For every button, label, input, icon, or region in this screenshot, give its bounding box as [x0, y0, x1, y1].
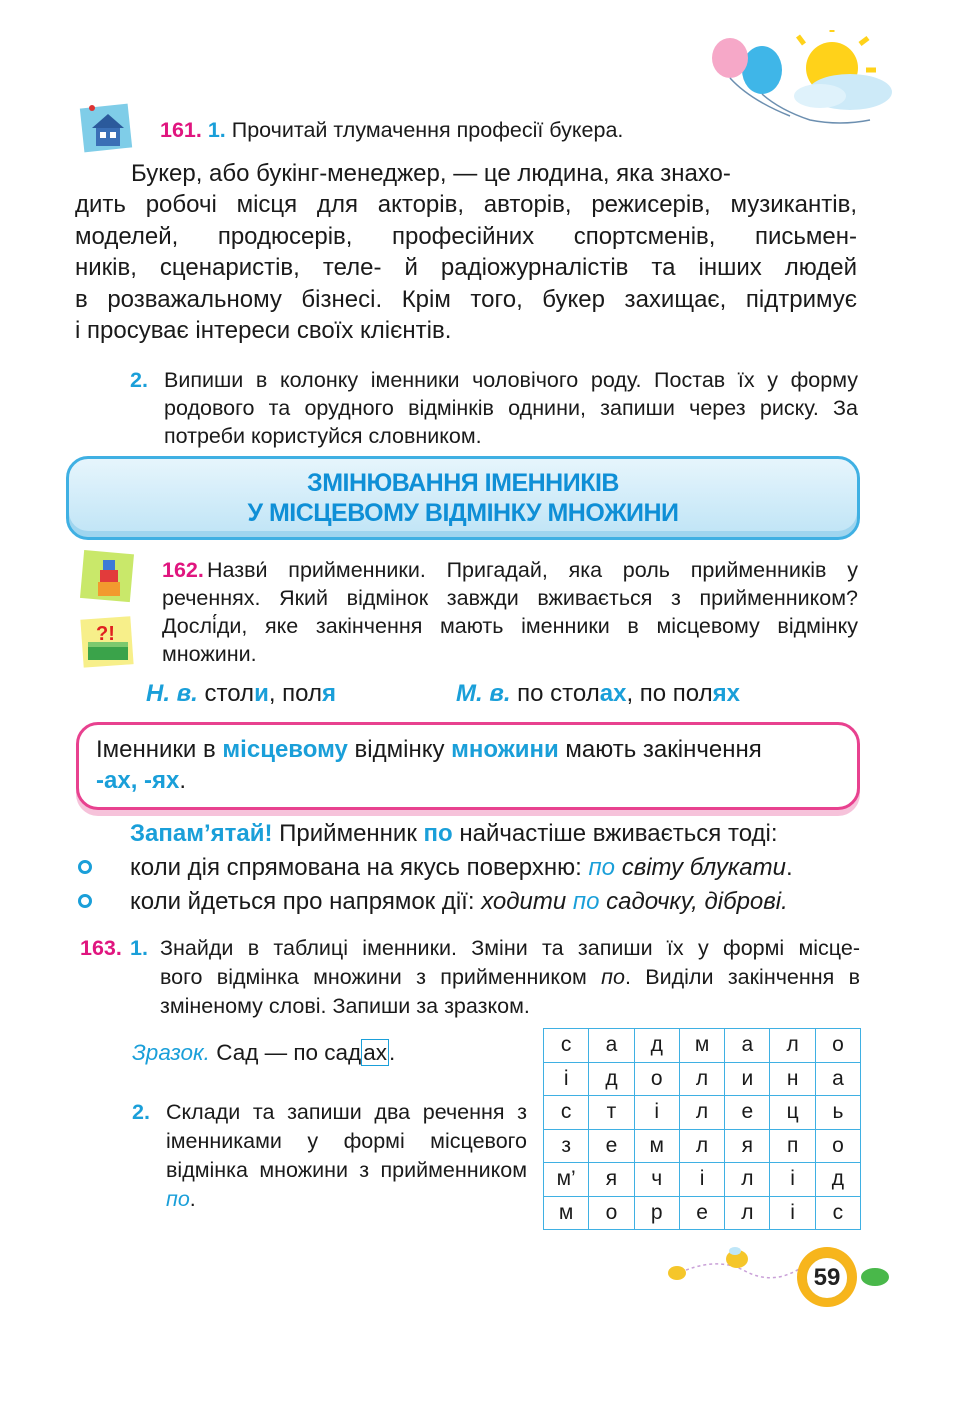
grid-cell: м’	[544, 1163, 589, 1197]
grid-row	[544, 1029, 861, 1063]
task-number: 2.	[130, 368, 148, 392]
exercise-161-heading	[160, 118, 623, 143]
text-fragment: вого відмінка множини з прийменником	[160, 965, 602, 989]
grid-cell: е	[725, 1096, 770, 1130]
text-fragment: Прийменник	[272, 820, 424, 847]
locative-example	[456, 680, 740, 708]
book-question-icon	[78, 612, 138, 672]
separator: ,	[268, 680, 283, 707]
exercise-number: 161.	[160, 118, 202, 142]
grid-cell: м	[634, 1129, 679, 1163]
grid-cell: а	[589, 1029, 634, 1063]
exercise-162	[162, 556, 858, 668]
text-fragment: .	[785, 854, 793, 881]
grid-cell: я	[589, 1163, 634, 1197]
preposition: по	[572, 888, 600, 915]
booker-definition-text	[75, 158, 857, 346]
remember-note	[130, 820, 778, 848]
text-line: в розважальному бізнесі. Крім того, букер захищає, підтримує	[75, 285, 857, 313]
balloons-sun-decoration	[700, 30, 900, 130]
task-text: Прочитай тлумачення професії букера.	[231, 118, 624, 142]
rule-text	[96, 734, 842, 796]
task-number: 1.	[130, 936, 148, 960]
word-stem: по пол	[639, 680, 713, 707]
grid-cell: а	[725, 1029, 770, 1063]
letter-grid	[543, 1028, 861, 1230]
text-fragment: коли дія спрямована на якусь поверхню:	[130, 854, 589, 881]
grid-cell: і	[634, 1096, 679, 1130]
grid-row	[544, 1129, 861, 1163]
highlighted-ending: ах	[363, 1040, 387, 1065]
word-stem: по стол	[517, 680, 600, 707]
grid-cell: с	[544, 1096, 589, 1130]
grid-cell: а	[815, 1062, 860, 1096]
text-line: і просуває інтереси своїх клієнтів.	[75, 317, 452, 345]
word-ending: ах	[599, 680, 627, 707]
grid-cell: д	[634, 1029, 679, 1063]
rule-fragment: Іменники в	[96, 736, 223, 763]
house-icon	[78, 100, 138, 156]
text-fragment: . Виділи закінчення в зміненому слові. Запиши за зразком.	[160, 965, 860, 1018]
exercise-text: Назви́ прийменники. Пригадай, яка роль прийменників у реченнях. Який відмінок завжди вживається з прийменником? Дослі́ди, яке закінчення мають іменники в місцевому відмінку множини.	[162, 558, 858, 666]
exercise-number: 163.	[80, 936, 122, 960]
grid-cell: і	[770, 1163, 815, 1197]
text-fragment: Склади та запиши два речення з іменниками у формі місцевого відмінка множини з прийменником	[166, 1100, 527, 1182]
grid-cell: д	[589, 1062, 634, 1096]
word-ending: ях	[712, 680, 740, 707]
grid-cell: л	[679, 1096, 724, 1130]
text-line: Букер, або букінг-менеджер, — це людина, яка знахо-	[131, 160, 731, 187]
preposition: по	[423, 820, 453, 847]
grid-cell: о	[634, 1062, 679, 1096]
text-fragment: .	[189, 1187, 196, 1211]
grid-cell: ц	[770, 1096, 815, 1130]
task-number: 1.	[207, 118, 226, 142]
rule-highlight: множини	[451, 736, 559, 763]
text-fragment: .	[388, 1040, 396, 1065]
bullet-icon	[78, 894, 92, 908]
rule-endings: -ах, -ях	[96, 767, 180, 794]
remember-label: Запам’ятай!	[130, 820, 273, 847]
separator: ,	[626, 680, 640, 707]
grid-cell: л	[679, 1129, 724, 1163]
nominative-example	[146, 680, 336, 708]
word-ending: и	[254, 680, 269, 707]
sample-label: Зразок.	[132, 1040, 210, 1065]
example: світу блукати	[615, 854, 786, 881]
grid-cell: м	[544, 1196, 589, 1230]
grid-cell: д	[815, 1163, 860, 1197]
exercise-163-task-2	[132, 1098, 527, 1214]
grid-cell: м	[679, 1029, 724, 1063]
exercise-text	[160, 963, 860, 1021]
grid-cell: ч	[634, 1163, 679, 1197]
page-number: 59	[805, 1256, 849, 1300]
word-ending: я	[322, 680, 337, 707]
grid-row	[544, 1196, 861, 1230]
text-fragment: коли йдеться про напрямок дії:	[130, 888, 482, 915]
case-label: М. в.	[456, 680, 511, 707]
svg-text:?!: ?!	[96, 623, 115, 645]
grid-row	[544, 1062, 861, 1096]
grid-cell: я	[725, 1129, 770, 1163]
grid-cell: с	[544, 1029, 589, 1063]
grid-cell: ь	[815, 1096, 860, 1130]
title-line: У МІСЦЕВОМУ ВІДМІНКУ МНОЖИНИ	[247, 499, 679, 527]
task-number: 2.	[132, 1100, 150, 1124]
exercise-163	[80, 934, 860, 1021]
grid-cell: п	[770, 1129, 815, 1163]
exercise-number: 162.	[162, 558, 204, 582]
toy-blocks-icon	[78, 548, 138, 606]
grid-cell: і	[770, 1196, 815, 1230]
bees-flower-decoration	[655, 1235, 890, 1310]
bullet-item	[78, 854, 793, 882]
rule-fragment: мають закінчення	[558, 736, 762, 763]
rule-fragment: відмінку	[347, 736, 452, 763]
grid-cell: р	[634, 1196, 679, 1230]
bullet-icon	[78, 860, 92, 874]
grid-cell: і	[679, 1163, 724, 1197]
bullet-item	[78, 888, 788, 916]
grid-cell: л	[679, 1062, 724, 1096]
word-stem: стол	[204, 680, 255, 707]
exercise-161-task-2	[130, 366, 858, 450]
task-text	[166, 1098, 527, 1214]
grid-cell: и	[725, 1062, 770, 1096]
grid-cell: л	[725, 1163, 770, 1197]
grid-cell: о	[815, 1029, 860, 1063]
word-stem: пол	[282, 680, 322, 707]
section-title	[66, 468, 860, 528]
example: ходити	[481, 888, 573, 915]
text-line: дить робочі місця для акторів, авторів, режисерів, музикантів,	[75, 191, 857, 219]
grid-row	[544, 1163, 861, 1197]
grid-cell: л	[770, 1029, 815, 1063]
example: садочку, діброві.	[599, 888, 788, 915]
sample-example	[132, 1040, 395, 1066]
grid-cell: л	[725, 1196, 770, 1230]
grid-cell: о	[589, 1196, 634, 1230]
text-fragment: найчастіше вживається тоді:	[452, 820, 778, 847]
rule-highlight: місцевому	[222, 736, 348, 763]
text-line: Знайди в таблиці іменники. Зміни та запиши їх у формі місце-	[160, 936, 860, 960]
case-label: Н. в.	[146, 680, 198, 707]
preposition: по	[166, 1187, 190, 1211]
text-fragment: Сад — по сад	[209, 1040, 362, 1065]
grid-cell: з	[544, 1129, 589, 1163]
grid-cell: с	[815, 1196, 860, 1230]
grid-cell: е	[679, 1196, 724, 1230]
grid-row	[544, 1096, 861, 1130]
grid-cell: т	[589, 1096, 634, 1130]
text-line: ників, сценаристів, теле- й радіожурналістів та інших людей	[75, 254, 857, 282]
preposition: по	[601, 965, 625, 989]
rule-fragment: .	[179, 767, 187, 794]
text-line: моделей, продюсерів, професійних спортсменів, письмен-	[75, 222, 857, 250]
grid-cell: і	[544, 1062, 589, 1096]
grid-cell: н	[770, 1062, 815, 1096]
preposition: по	[588, 854, 616, 881]
task-text: Випиши в колонку іменники чоловічого роду. Постав їх у форму родового та орудного відмінків однини, запиши через риску. За потреби користуйся словником.	[164, 368, 858, 448]
title-line: ЗМІНЮВАННЯ ІМЕННИКІВ	[307, 469, 619, 497]
grid-cell: е	[589, 1129, 634, 1163]
grid-cell: о	[815, 1129, 860, 1163]
